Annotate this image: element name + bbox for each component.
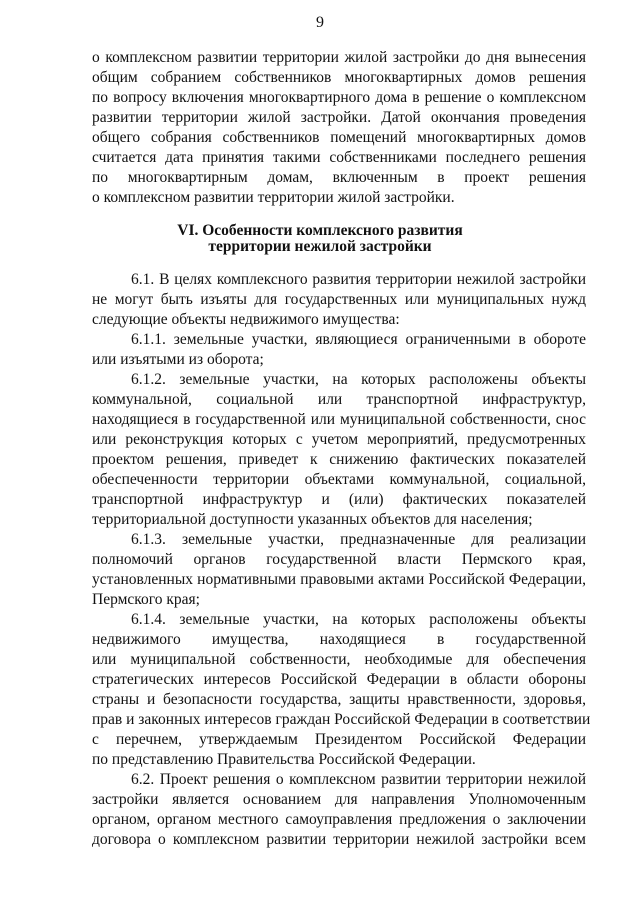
text-line: развитии территории жилой застройки. Датой окончания проведения	[92, 109, 586, 126]
text-line: территориальной доступности указанных объектов для населения;	[92, 511, 533, 528]
text-line: следующие объекты недвижимого имущества:	[92, 311, 400, 328]
text-line: 6.1. В целях комплексного развития территории нежилой застройки	[131, 271, 586, 288]
text-line: 6.1.2. земельные участки, на которых расположены объекты	[131, 371, 586, 388]
text-line: органом, органом местного самоуправления предложения о заключении	[92, 811, 586, 828]
page-number: 9	[316, 14, 324, 31]
text-line: стратегических интересов Российской Федерации в области обороны	[92, 671, 586, 688]
text-line: недвижимого имущества, находящиеся в государственной	[92, 631, 586, 648]
text-line: Пермского края;	[92, 591, 200, 608]
section-heading-line: территории нежилой застройки	[208, 238, 432, 255]
text-line: страны и безопасности государства, защиты нравственности, здоровья,	[92, 691, 586, 708]
text-line: считается дата принятия такими собственниками последнего решения	[92, 149, 586, 166]
text-line: находящиеся в государственной или муниципальной собственности, снос	[92, 411, 586, 428]
section-heading-line: VI. Особенности комплексного развития	[177, 222, 463, 239]
text-line: или муниципальной собственности, необходимые для обеспечения	[92, 651, 586, 668]
text-line: не могут быть изъяты для государственных или муниципальных нужд	[92, 291, 586, 308]
text-line: 6.2. Проект решения о комплексном развитии территории нежилой	[131, 771, 586, 788]
text-line: застройки является основанием для направления Уполномоченным	[92, 791, 586, 808]
text-line: о комплексном развитии территории жилой застройки до дня вынесения	[92, 49, 586, 66]
text-line: коммунальной, социальной или транспортной инфраструктур,	[92, 391, 586, 408]
text-line: или изъятыми из оборота;	[92, 351, 264, 368]
text-line: общим собранием собственников многоквартирных домов решения	[92, 69, 586, 86]
text-line: общего собрания собственников помещений многоквартирных домов	[92, 129, 586, 146]
text-line: по представлению Правительства Российской Федерации.	[92, 751, 476, 768]
text-line: договора о комплексном развитии территории нежилой застройки всем	[92, 831, 586, 848]
text-line: 6.1.4. земельные участки, на которых расположены объекты	[131, 611, 586, 628]
text-line: установленных нормативными правовыми актами Российской Федерации,	[92, 571, 586, 588]
text-line: обеспеченности территории объектами коммунальной, социальной,	[92, 471, 586, 488]
text-line: 6.1.1. земельные участки, являющиеся ограниченными в обороте	[131, 331, 586, 348]
text-line: прав и законных интересов граждан Российской Федерации в соответствии	[92, 711, 591, 728]
text-line: о комплексном развитии территории жилой застройки.	[92, 189, 455, 206]
text-line: или реконструкция которых с учетом мероприятий, предусмотренных	[92, 431, 586, 448]
text-line: полномочий органов государственной власти Пермского края,	[92, 551, 586, 568]
text-line: 6.1.3. земельные участки, предназначенные для реализации	[131, 531, 586, 548]
text-line: с перечнем, утверждаемым Президентом Российской Федерации	[92, 731, 586, 748]
text-line: по многоквартирным домам, включенным в проект решения	[92, 169, 586, 186]
text-line: транспортной инфраструктур и (или) фактических показателей	[92, 491, 586, 508]
text-line: проектом решения, приведет к снижению фактических показателей	[92, 451, 586, 468]
text-line: по вопросу включения многоквартирного дома в решение о комплексном	[92, 89, 586, 106]
